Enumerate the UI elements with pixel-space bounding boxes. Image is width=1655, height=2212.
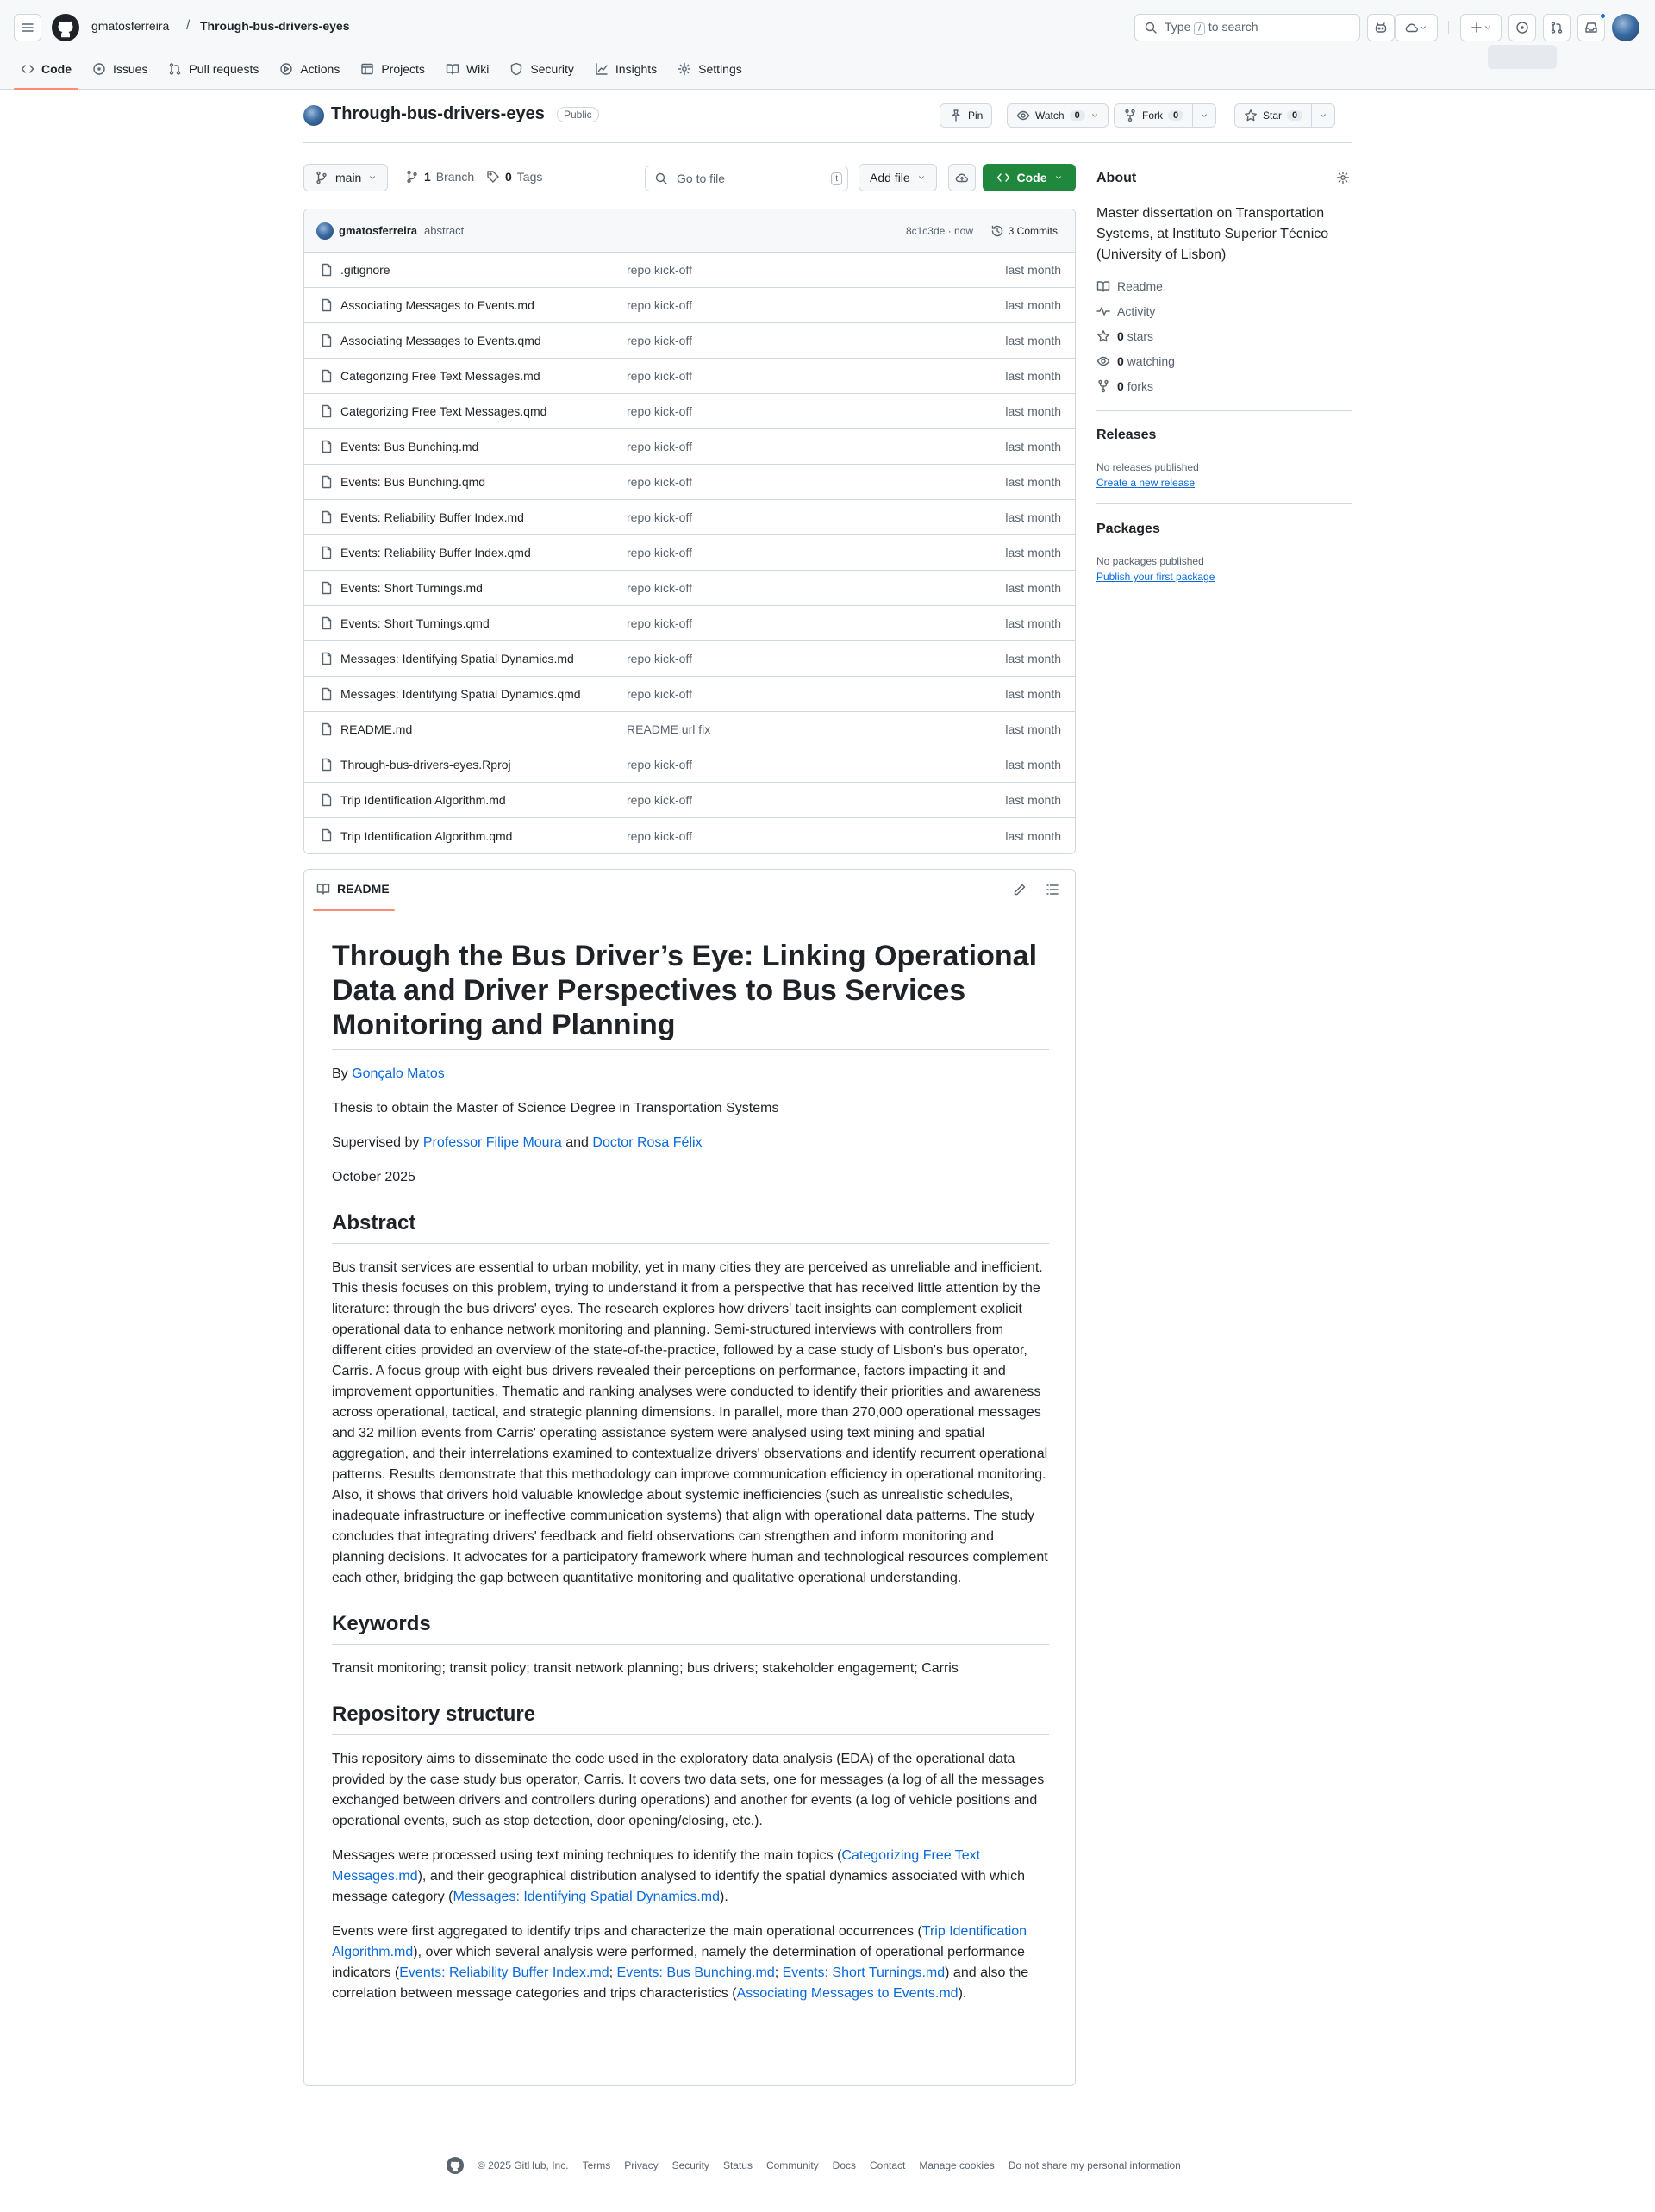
p3-text-d: ). (958, 1986, 967, 2001)
footer-link[interactable]: Manage cookies (919, 2159, 995, 2171)
file-name[interactable]: README.md (340, 722, 413, 736)
file-name[interactable]: Events: Reliability Buffer Index.md (340, 510, 524, 524)
repo-tabs (14, 55, 749, 90)
file-commit-message[interactable]: repo kick-off (627, 404, 692, 418)
star-icon (1096, 329, 1110, 343)
file-icon (320, 616, 334, 630)
structure-heading: Repository structure (332, 1702, 1049, 1735)
file-commit-message[interactable]: repo kick-off (627, 546, 692, 559)
tab-label: Code (41, 62, 72, 76)
add-file-label: Add file (870, 171, 910, 184)
abstract-text: Bus transit services are essential to urban mobility, yet in many cities they are perceived as unreliable and inefficient. This thesis focuses on this problem, trying to understand it from a perspective that has received little attention by the literature: through the bus drivers' eyes. The research explores how drivers' tacit insights can complement explicit operational data to enhance network monitoring and planning. Semi-structured interviews with controllers from different cities provided an overview of the state-of-the-practice, followed by a case study of Lisbon's bus operator, Carris. A focus group with eight bus drivers revealed their perceptions on performance, factors impacting it and improvement opportunities. Thematic and ranking analyses were conducted to identify their priorities and awareness across operational, tactical, and strategic planning dimensions. In parallel, more than 270,000 operational messages and 32 million events from Carris' operating assistance system were analysed using text mining and spatial aggregation, and their interrelations examined to contextualize drivers' observations and identify recurrent operational patterns. Results demonstrate that this methodology can improve communication efficiency in operational monitoring. Also, it shows that drivers hold valuable knowledge about systemic inefficiencies (such as unrealistic schedules, inadequate infrastructure or ineffective communication systems) that align with operational data patterns. The study concludes that integrating drivers' feedback and field observations can strengthen and inform monitoring and planning decisions. It advocates for a participatory framework where human and technological resources complement each other, bridging the gap between quantitative monitoring and qualitative operational understanding. (332, 1260, 1048, 1585)
file-name[interactable]: Events: Bus Bunching.qmd (340, 475, 486, 489)
structure-paragraph-2 (332, 1846, 1049, 1908)
file-commit-message[interactable]: repo kick-off (627, 369, 692, 383)
file-name[interactable]: Events: Reliability Buffer Index.qmd (340, 546, 531, 559)
activity-link-label: Activity (1117, 304, 1156, 318)
tab-label: Issues (113, 62, 148, 76)
file-commit-message[interactable]: repo kick-off (627, 440, 692, 453)
file-icon (320, 263, 334, 277)
file-row[interactable] (304, 465, 1075, 500)
p3-text-c: ) and also the correlation between message categories and trips characteristics ( (332, 1965, 1029, 2001)
file-icon (320, 722, 334, 736)
fork-icon (1096, 379, 1110, 393)
file-name[interactable]: Trip Identification Algorithm.qmd (340, 828, 513, 843)
go-to-file-input[interactable] (645, 166, 848, 191)
file-commit-message[interactable]: README url fix (627, 722, 711, 736)
shield-icon (509, 62, 523, 76)
search-icon (654, 172, 668, 185)
file-name[interactable]: Associating Messages to Events.qmd (340, 334, 541, 347)
file-name[interactable]: Events: Bus Bunching.md (340, 440, 479, 453)
readme-date: October 2025 (332, 1170, 415, 1184)
tab-wiki[interactable] (439, 55, 496, 83)
hamburger-icon (21, 21, 34, 34)
file-commit-date: last month (1005, 334, 1061, 347)
forks-label: forks (1127, 379, 1154, 393)
eye-icon (1096, 354, 1110, 368)
inbox-icon (1584, 21, 1598, 34)
issue-icon (92, 62, 106, 76)
issue-icon (1515, 21, 1529, 34)
byline-prefix: By (332, 1066, 348, 1081)
cloud-icon (1405, 21, 1419, 34)
file-icon (320, 369, 334, 383)
file-commit-message[interactable]: repo kick-off (627, 828, 692, 843)
readme-panel (303, 869, 1076, 2086)
file-row[interactable] (304, 641, 1075, 677)
file-icon (320, 298, 334, 312)
watching-label: watching (1127, 354, 1175, 368)
table-icon (360, 62, 374, 76)
file-icon (320, 546, 334, 559)
code-icon (996, 171, 1010, 184)
trip-identification-link[interactable]: Trip Identification Algorithm.md (332, 1924, 1027, 1959)
repo-link[interactable]: Through-bus-drivers-eyes (200, 19, 350, 33)
tab-security[interactable] (503, 55, 581, 83)
copilot-button[interactable] (1367, 14, 1395, 41)
stars-label: stars (1127, 329, 1154, 343)
pull-request-icon (1550, 21, 1564, 34)
owner-link[interactable]: gmatosferreira (91, 19, 170, 33)
breadcrumb-separator: / (186, 18, 190, 33)
file-commit-message[interactable]: repo kick-off (627, 510, 692, 524)
file-row[interactable] (304, 253, 1075, 288)
outline-list-icon[interactable] (1046, 883, 1059, 897)
file-icon (320, 652, 334, 665)
search-input[interactable] (1134, 14, 1360, 41)
keywords-text: Transit monitoring; transit policy; transit network planning; bus drivers; stakeholder engagement; Carris (332, 1661, 959, 1676)
tab-code[interactable] (14, 55, 78, 83)
tab-issues[interactable] (85, 55, 154, 83)
categorizing-link[interactable]: Categorizing Free Text Messages.md (332, 1848, 981, 1884)
fork-count: 0 (1168, 110, 1183, 121)
file-commit-date: last month (1005, 652, 1061, 665)
commit-author[interactable]: gmatosferreira (339, 224, 418, 237)
repo-title[interactable]: Through-bus-drivers-eyes (331, 104, 545, 123)
readme-supervisors (332, 1133, 1049, 1153)
tab-insights[interactable] (588, 55, 664, 83)
fork-menu-button[interactable] (1192, 104, 1215, 127)
file-commit-date: last month (1005, 793, 1061, 807)
file-commit-message[interactable]: repo kick-off (627, 687, 692, 701)
pull-request-icon (168, 62, 182, 76)
p3-text-b: ), over which several analysis were performed, namely the determination of operational performance indicators ( (332, 1945, 1025, 1980)
branch-label: Branch (435, 170, 475, 184)
create-new-button[interactable] (1460, 14, 1502, 41)
file-name[interactable]: Messages: Identifying Spatial Dynamics.qmd (340, 687, 581, 701)
file-commit-date: last month (1005, 404, 1061, 418)
p3-separator-2: ; (774, 1965, 783, 1980)
releases-empty: No releases published (1096, 461, 1199, 473)
stars-count: 0 (1117, 329, 1124, 343)
readme-byline (332, 1064, 1049, 1084)
github-logo-icon[interactable] (52, 14, 79, 41)
short-turnings-link[interactable]: Events: Short Turnings.md (782, 1965, 946, 1980)
file-row[interactable] (304, 323, 1075, 359)
spatial-dynamics-link[interactable]: Messages: Identifying Spatial Dynamics.md (453, 1890, 720, 1904)
file-icon (320, 404, 334, 418)
file-name[interactable]: Through-bus-drivers-eyes.Rproj (340, 758, 511, 772)
structure-paragraph-1: This repository aims to disseminate the code used in the exploratory data analysis (EDA) of the operational data provided by the case study bus operator, Carris. It covers two data sets, one for messages (a log of all the messages exchanged between drivers and controllers during operations) and another for events (a log of vehicle positions and operational events, such as stop detection, door opening/closing, etc.). (332, 1752, 1045, 1828)
readme-degree: Thesis to obtain the Master of Science Degree in Transportation Systems (332, 1101, 779, 1115)
structure-paragraph-3 (332, 1921, 1049, 2004)
footer-link[interactable]: Privacy (624, 2159, 659, 2171)
commits-link[interactable] (990, 224, 1058, 238)
associating-messages-link[interactable]: Associating Messages to Events.md (736, 1986, 959, 2001)
fork-button[interactable] (1114, 103, 1216, 128)
search-shortcut-key: / (1194, 22, 1205, 35)
footer-link[interactable]: Status (722, 2159, 753, 2171)
pulse-icon (1096, 304, 1110, 318)
footer (447, 2157, 1181, 2174)
chevron-down-icon (1054, 171, 1063, 184)
star-count: 0 (1287, 110, 1302, 121)
file-row[interactable] (304, 747, 1075, 783)
tab-label: Settings (698, 62, 742, 76)
tab-label: Actions (300, 62, 340, 76)
file-icon (320, 581, 334, 595)
file-commit-date: last month (1005, 510, 1061, 524)
footer-links (583, 2159, 1181, 2171)
file-name[interactable]: Events: Short Turnings.qmd (340, 616, 490, 630)
inbox-button[interactable] (1577, 14, 1605, 41)
file-row[interactable] (304, 783, 1075, 818)
file-row[interactable] (304, 394, 1075, 429)
pin-button[interactable] (940, 103, 992, 128)
bus-bunching-link[interactable]: Events: Bus Bunching.md (616, 1965, 775, 1980)
file-row[interactable] (304, 359, 1075, 394)
file-commit-date: last month (1005, 828, 1061, 843)
pin-label: Pin (968, 109, 984, 122)
issues-button[interactable] (1508, 14, 1536, 41)
plus-icon (1470, 21, 1483, 34)
file-name[interactable]: Trip Identification Algorithm.md (340, 793, 506, 807)
supervisor-and: and (565, 1135, 589, 1150)
star-menu-button[interactable] (1311, 104, 1334, 127)
tab-label: Security (530, 62, 574, 76)
supervisor-2-link[interactable]: Doctor Rosa Félix (592, 1135, 703, 1150)
chevron-down-icon (1090, 109, 1099, 122)
tab-label: Pull requests (189, 62, 259, 76)
readme-link-label: Readme (1117, 279, 1163, 293)
file-commit-date: last month (1005, 687, 1061, 701)
star-button[interactable] (1234, 103, 1335, 128)
file-commit-date: last month (1005, 546, 1061, 559)
latest-commit-bar (304, 209, 1075, 253)
readme-link[interactable] (1096, 279, 1163, 293)
file-row[interactable] (304, 535, 1075, 571)
tags-link[interactable] (486, 170, 542, 184)
readme-content (332, 909, 1049, 2004)
github-logo-icon[interactable] (447, 2157, 464, 2174)
branch-icon (405, 170, 419, 184)
readme-header (304, 870, 1075, 909)
book-icon (316, 882, 330, 896)
file-row[interactable] (304, 429, 1075, 465)
p2-text-c: ). (719, 1890, 728, 1904)
global-header (0, 0, 1655, 90)
file-commit-date: last month (1005, 263, 1061, 277)
add-file-button[interactable] (859, 164, 937, 191)
history-icon (990, 224, 1004, 238)
forks-count: 0 (1117, 379, 1124, 393)
file-commit-message[interactable]: repo kick-off (627, 581, 692, 595)
cloud-upload-icon (955, 171, 969, 184)
about-heading: About (1096, 171, 1137, 185)
file-commit-date: last month (1005, 581, 1061, 595)
branch-icon (315, 171, 328, 184)
forks-link[interactable] (1096, 379, 1153, 393)
branch-name: main (335, 171, 362, 184)
pull-requests-button[interactable] (1543, 14, 1571, 41)
file-commit-date: last month (1005, 440, 1061, 453)
file-name[interactable]: Categorizing Free Text Messages.qmd (340, 404, 547, 418)
footer-copyright: © 2025 GitHub, Inc. (478, 2159, 569, 2171)
p3-separator-1: ; (609, 1965, 617, 1980)
visibility-badge: Public (557, 107, 599, 122)
file-row[interactable] (304, 712, 1075, 747)
star-icon (1244, 109, 1258, 122)
file-commit-message[interactable]: repo kick-off (627, 616, 692, 630)
gear-icon[interactable] (1336, 171, 1350, 184)
footer-link[interactable]: Do not share my personal information (1008, 2159, 1181, 2171)
file-commit-date: last month (1005, 758, 1061, 772)
footer-link[interactable]: Community (765, 2159, 819, 2171)
book-icon (1096, 279, 1110, 293)
watching-count: 0 (1117, 354, 1124, 368)
play-icon (279, 62, 293, 76)
file-icon (320, 510, 334, 524)
about-description: Master dissertation on Transportation Systems, at Instituto Superior Técnico (University of Lisbon) (1096, 206, 1329, 262)
search-icon (1144, 21, 1158, 34)
footer-link[interactable]: Docs (832, 2159, 856, 2171)
pencil-icon[interactable] (1013, 883, 1027, 897)
chevron-down-icon (1200, 109, 1208, 122)
book-icon (446, 62, 459, 76)
tooltip-placeholder (1488, 45, 1557, 69)
file-row[interactable] (304, 677, 1075, 712)
chevron-down-icon (1483, 21, 1492, 34)
publish-package-link[interactable]: Publish your first package (1096, 571, 1215, 583)
tab-projects[interactable] (353, 55, 432, 83)
file-row[interactable] (304, 288, 1075, 323)
commits-count: 3 Commits (1008, 224, 1058, 237)
file-commit-message[interactable]: repo kick-off (627, 334, 692, 347)
file-row[interactable] (304, 571, 1075, 606)
activity-link[interactable] (1096, 304, 1155, 318)
file-commit-message[interactable]: repo kick-off (627, 475, 692, 489)
header-divider (1448, 21, 1449, 34)
file-commit-date: last month (1005, 616, 1061, 630)
file-name[interactable]: Messages: Identifying Spatial Dynamics.md (340, 652, 574, 665)
p2-text-a: Messages were processed using text mining techniques to identify the main topics ( (332, 1848, 842, 1863)
reliability-buffer-link[interactable]: Events: Reliability Buffer Index.md (399, 1965, 609, 1980)
owner-avatar[interactable] (303, 105, 324, 126)
file-commit-date: last month (1005, 475, 1061, 489)
tag-label: Tags (516, 170, 543, 184)
gear-icon (678, 62, 691, 76)
repo-title-bar (303, 100, 1352, 143)
chevron-down-icon (1419, 21, 1427, 34)
tab-actions[interactable] (272, 55, 347, 83)
file-icon (320, 334, 334, 347)
author-link[interactable]: Gonçalo Matos (352, 1066, 445, 1081)
packages-empty: No packages published (1096, 555, 1204, 567)
file-name[interactable]: Categorizing Free Text Messages.md (340, 369, 540, 383)
copilot-icon (1374, 21, 1388, 34)
stars-link[interactable] (1096, 329, 1153, 343)
abstract-heading: Abstract (332, 1210, 1049, 1244)
file-icon (320, 758, 334, 772)
commit-message[interactable]: abstract (424, 224, 465, 237)
pin-icon (949, 109, 963, 122)
commit-hash-time[interactable]: 8c1c3de · now (905, 224, 973, 237)
codespaces-button[interactable] (948, 164, 976, 191)
supervised-prefix: Supervised by (332, 1135, 420, 1150)
file-icon (320, 440, 334, 453)
commit-author-avatar[interactable] (316, 222, 334, 240)
file-row[interactable] (304, 500, 1075, 535)
file-icon (320, 793, 334, 807)
chevron-down-icon (917, 171, 926, 184)
search-prefix: Type (1165, 20, 1191, 34)
file-commit-message[interactable]: repo kick-off (627, 793, 692, 807)
watching-link[interactable] (1096, 354, 1175, 368)
notification-dot (1599, 12, 1607, 20)
star-label: Star (1263, 109, 1283, 122)
tab-label: Projects (381, 62, 425, 76)
readme-tab-label: README (337, 882, 390, 896)
file-commit-date: last month (1005, 298, 1061, 312)
footer-link[interactable]: Terms (582, 2159, 611, 2171)
file-name[interactable]: .gitignore (340, 263, 390, 277)
file-row[interactable] (304, 606, 1075, 641)
watch-button[interactable] (1007, 103, 1109, 128)
file-icon (320, 828, 334, 842)
file-list (304, 253, 1075, 853)
watch-count: 0 (1070, 110, 1085, 121)
p3-text-a: Events were first aggregated to identify trips and characterize the main operational occurrences ( (332, 1924, 922, 1939)
tag-icon (486, 170, 500, 184)
file-name[interactable]: Events: Short Turnings.md (340, 581, 483, 595)
tab-label: Insights (615, 62, 658, 76)
releases-heading[interactable]: Releases (1096, 428, 1157, 442)
sidebar-divider (1096, 503, 1352, 504)
tag-count: 0 (505, 170, 512, 184)
file-row[interactable] (304, 818, 1075, 853)
file-icon (320, 687, 334, 701)
readme-title: Through the Bus Driver’s Eye: Linking Operational Data and Driver Perspectives to Bus Services Monitoring and Planning (332, 939, 1049, 1050)
user-avatar[interactable] (1612, 14, 1639, 41)
code-button[interactable] (983, 164, 1076, 191)
file-commit-date: last month (1005, 369, 1061, 383)
file-name[interactable]: Associating Messages to Events.md (340, 298, 534, 312)
copilot-menu-button[interactable] (1395, 14, 1438, 41)
footer-link[interactable]: Contact (870, 2159, 906, 2171)
sidebar-divider (1096, 410, 1352, 411)
file-commit-date: last month (1005, 722, 1061, 736)
file-commit-message[interactable]: repo kick-off (627, 263, 692, 277)
go-to-file-shortcut: t (831, 172, 842, 185)
create-release-link[interactable]: Create a new release (1096, 477, 1196, 489)
chevron-down-icon (1319, 109, 1327, 122)
search-suffix: to search (1208, 20, 1258, 34)
supervisor-1-link[interactable]: Professor Filipe Moura (422, 1135, 562, 1150)
file-commit-message[interactable]: repo kick-off (627, 758, 692, 772)
packages-heading[interactable]: Packages (1096, 522, 1160, 536)
menu-button[interactable] (14, 14, 41, 41)
keywords-heading: Keywords (332, 1611, 1049, 1645)
code-icon (21, 62, 34, 76)
graph-icon (595, 62, 609, 76)
file-commit-message[interactable]: repo kick-off (627, 298, 692, 312)
p2-text-b: ), and their geographical distribution analysed to identify the spatial dynamics associated with which message category ( (332, 1869, 1025, 1904)
footer-link[interactable]: Security (671, 2159, 709, 2171)
fork-label: Fork (1142, 109, 1163, 122)
eye-icon (1016, 109, 1030, 122)
chevron-down-icon (368, 171, 377, 184)
fork-icon (1123, 109, 1137, 122)
readme-tab[interactable] (316, 882, 390, 896)
go-to-file-placeholder: Go to file (677, 172, 726, 185)
file-table (303, 209, 1076, 854)
tab-settings[interactable] (671, 55, 749, 83)
branches-link[interactable] (405, 170, 474, 184)
tab-pull-requests[interactable] (161, 55, 265, 83)
watch-label: Watch (1035, 109, 1065, 122)
branch-count: 1 (424, 170, 431, 184)
branch-selector[interactable] (303, 164, 388, 191)
file-icon (320, 475, 334, 489)
file-commit-message[interactable]: repo kick-off (627, 652, 692, 665)
code-button-label: Code (1016, 171, 1047, 184)
tab-label: Wiki (465, 62, 490, 76)
